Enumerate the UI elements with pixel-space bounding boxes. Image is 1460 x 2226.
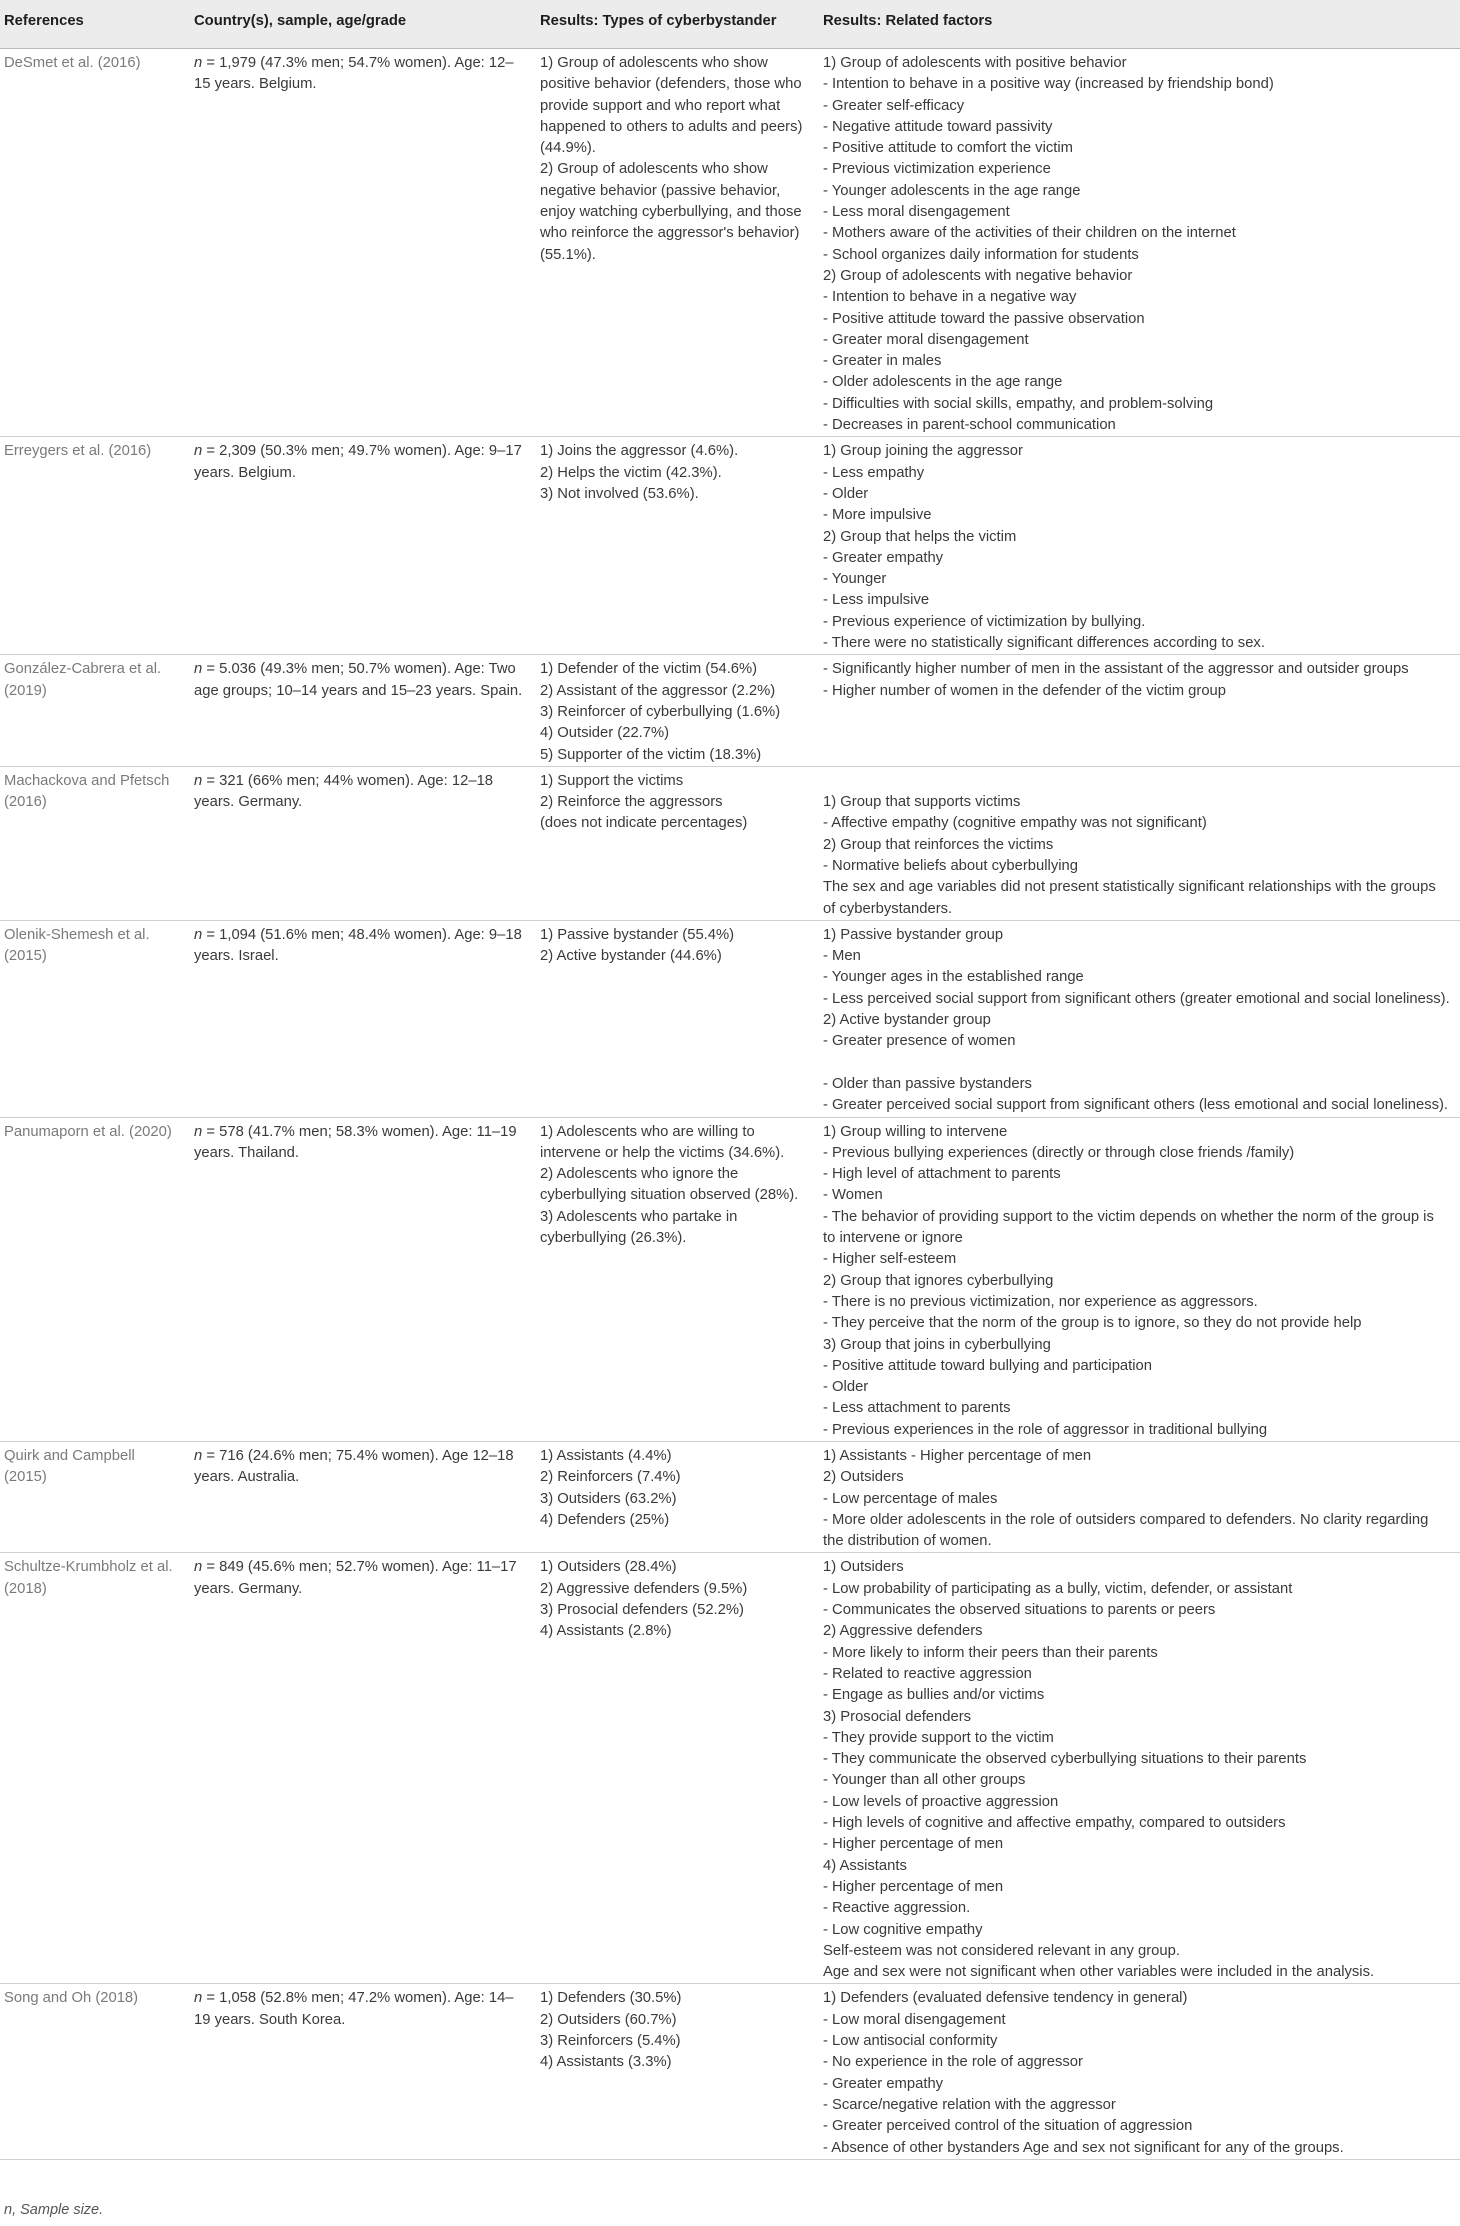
factor-line: - Greater empathy — [823, 2075, 944, 2092]
type-line: 1) Adolescents who are willing to intervene or help the victims (34.6%). — [540, 1123, 785, 1161]
factor-line: - There is no previous victimization, nor experience as aggressors. — [823, 1293, 1258, 1310]
factor-line: 1) Passive bystander group — [823, 926, 1004, 943]
factor-line: - High level of attachment to parents — [823, 1166, 1061, 1183]
factor-line: - Reactive aggression. — [823, 1900, 971, 1917]
table-row — [0, 49, 1460, 437]
factor-line: - Negative attitude toward passivity — [823, 118, 1053, 135]
cell-reference: González-Cabrera et al. (2019) — [0, 655, 190, 766]
factor-line: - Low percentage of males — [823, 1490, 998, 1507]
factor-line: - Low levels of proactive aggression — [823, 1793, 1059, 1810]
cell-reference: Olenik-Shemesh et al. (2015) — [0, 920, 190, 1117]
cell-reference: Quirk and Campbell (2015) — [0, 1442, 190, 1553]
factor-line: 4) Assistants — [823, 1857, 907, 1874]
type-line: 4) Assistants (2.8%) — [540, 1623, 672, 1640]
type-line: 3) Adolescents who partake in cyberbullying (26.3%). — [540, 1208, 738, 1247]
factor-line: - Previous experience of victimization by bullying. — [823, 613, 1146, 630]
table-row — [0, 1442, 1460, 1553]
factor-line: - Low moral disengagement — [823, 2011, 1006, 2028]
type-line: 3) Reinforcers (5.4%) — [540, 2033, 681, 2050]
table-row — [0, 920, 1460, 1117]
cell-types — [536, 655, 819, 766]
type-line: 5) Supporter of the victim (18.3%) — [540, 746, 762, 763]
factor-line: - Decreases in parent-school communication — [823, 417, 1116, 434]
factor-line: - More older adolescents in the role of outsiders compared to defenders. No clarity regarding the distribution of women. — [823, 1511, 1429, 1550]
factor-line: - Greater in males — [823, 353, 942, 370]
table-row — [0, 437, 1460, 655]
factor-line: - Greater perceived control of the situation of aggression — [823, 2118, 1193, 2135]
sample-text: = 5.036 (49.3% men; 50.7% women). Age: Two age groups; 10–14 years and 15–23 years. Spain. — [194, 661, 523, 699]
cell-types — [536, 1442, 819, 1553]
factor-line: 2) Group that reinforces the victims — [823, 836, 1054, 853]
header-factors: Results: Related factors — [819, 0, 1460, 49]
factor-line: - High levels of cognitive and affective empathy, compared to outsiders — [823, 1815, 1286, 1832]
cell-sample — [190, 49, 536, 437]
table-footnote — [4, 2202, 103, 2218]
sample-n-symbol: n — [194, 1990, 203, 2007]
cell-sample — [190, 766, 536, 920]
factor-line: 2) Group that helps the victim — [823, 528, 1017, 545]
sample-n-symbol: n — [194, 1123, 203, 1140]
factor-line: - Related to reactive aggression — [823, 1665, 1032, 1682]
factor-line: - Absence of other bystanders Age and sex not significant for any of the groups. — [823, 2139, 1344, 2156]
sample-n-symbol: n — [194, 1559, 203, 1576]
sample-text: = 578 (41.7% men; 58.3% women). Age: 11–19 years. Thailand. — [194, 1123, 517, 1161]
type-line: 1) Outsiders (28.4%) — [540, 1559, 677, 1576]
factor-line: - Men — [823, 948, 861, 965]
factor-line: 1) Group of adolescents with positive behavior — [823, 55, 1127, 71]
cell-sample — [190, 1117, 536, 1441]
factor-line: The sex and age variables did not present statistically significant relationships with the groups of cyberbystanders. — [823, 879, 1436, 917]
factor-line: - Less perceived social support from significant others (greater emotional and social loneliness). — [823, 990, 1450, 1007]
sample-n-symbol: n — [194, 1448, 203, 1464]
sample-text: = 849 (45.6% men; 52.7% women). Age: 11–17 years. Germany. — [194, 1559, 517, 1597]
cell-reference: Panumaporn et al. (2020) — [0, 1117, 190, 1441]
factor-line: - Significantly higher number of men in the assistant of the aggressor and outsider groups — [823, 661, 1409, 678]
factor-line: - No experience in the role of aggressor — [823, 2054, 1083, 2071]
type-line: 2) Helps the victim (42.3%). — [540, 464, 722, 481]
cell-sample — [190, 1442, 536, 1553]
factor-line: - More impulsive — [823, 507, 932, 524]
factor-line: 1) Defenders (evaluated defensive tendency in general) — [823, 1990, 1188, 2007]
cell-factors — [819, 920, 1460, 1117]
factor-line: - Women — [823, 1187, 883, 1204]
factor-line: - Older adolescents in the age range — [823, 374, 1063, 391]
factor-line: 2) Aggressive defenders — [823, 1623, 983, 1640]
type-line: 1) Passive bystander (55.4%) — [540, 926, 735, 943]
factor-line: - Less impulsive — [823, 592, 930, 609]
factor-line: 1) Group joining the aggressor — [823, 443, 1023, 460]
type-line: 3) Reinforcer of cyberbullying (1.6%) — [540, 703, 781, 720]
table-header-row — [0, 0, 1460, 49]
factor-line: - Greater moral disengagement — [823, 331, 1029, 348]
header-types: Results: Types of cyberbystander — [536, 0, 819, 49]
factor-line: - The behavior of providing support to the victim depends on whether the norm of the group is to intervene or ignore — [823, 1208, 1434, 1247]
factor-line: - Less attachment to parents — [823, 1400, 1011, 1417]
factor-line: 1) Group willing to intervene — [823, 1123, 1008, 1140]
factor-line: - Greater perceived social support from significant others (less emotional and social loneliness). — [823, 1097, 1449, 1114]
factor-line: 2) Outsiders — [823, 1469, 904, 1486]
factor-line: 3) Group that joins in cyberbullying — [823, 1336, 1051, 1353]
factor-line: - Low antisocial conformity — [823, 2033, 998, 2050]
factor-line: - Low cognitive empathy — [823, 1921, 983, 1938]
factor-line: - Intention to behave in a negative way — [823, 289, 1077, 306]
factor-line: - They communicate the observed cyberbullying situations to their parents — [823, 1751, 1307, 1768]
factor-line: Age and sex were not significant when other variables were included in the analysis. — [823, 1964, 1375, 1981]
type-line: 2) Adolescents who ignore the cyberbullying situation observed (28%). — [540, 1166, 799, 1204]
header-sample: Country(s), sample, age/grade — [190, 0, 536, 49]
factor-line: - Less moral disengagement — [823, 204, 1010, 221]
type-line: 2) Aggressive defenders (9.5%) — [540, 1580, 748, 1597]
table-row — [0, 1553, 1460, 1984]
cell-types — [536, 1117, 819, 1441]
type-line: (does not indicate percentages) — [540, 815, 748, 832]
table-row — [0, 1117, 1460, 1441]
sample-n-symbol: n — [194, 772, 203, 789]
type-line: 2) Outsiders (60.7%) — [540, 2011, 677, 2028]
cell-types — [536, 766, 819, 920]
factor-line: - More likely to inform their peers than their parents — [823, 1644, 1158, 1661]
type-line: 1) Assistants (4.4%) — [540, 1448, 672, 1464]
cell-factors — [819, 1117, 1460, 1441]
factor-line: - Higher number of women in the defender of the victim group — [823, 682, 1227, 699]
type-line: 3) Outsiders (63.2%) — [540, 1490, 677, 1507]
factor-line: - Positive attitude toward bullying and participation — [823, 1357, 1153, 1374]
factor-line: - Younger ages in the established range — [823, 969, 1084, 986]
factor-line: - Younger adolescents in the age range — [823, 182, 1081, 199]
table-row — [0, 766, 1460, 920]
factor-line — [823, 771, 1450, 792]
factor-line: - Mothers aware of the activities of their children on the internet — [823, 225, 1236, 242]
factor-line: - Scarce/negative relation with the aggressor — [823, 2096, 1116, 2113]
factor-line: 2) Group of adolescents with negative behavior — [823, 267, 1133, 284]
factor-line: - School organizes daily information for students — [823, 246, 1139, 263]
cell-reference: Schultze-Krumbholz et al. (2018) — [0, 1553, 190, 1984]
factor-line: 2) Active bystander group — [823, 1012, 991, 1029]
cell-factors — [819, 1984, 1460, 2159]
type-line: 4) Assistants (3.3%) — [540, 2054, 672, 2071]
cell-types — [536, 1553, 819, 1984]
cell-types — [536, 49, 819, 437]
factor-line: Self-esteem was not considered relevant in any group. — [823, 1942, 1180, 1959]
factor-line: - Affective empathy (cognitive empathy was not significant) — [823, 815, 1207, 832]
cell-sample — [190, 1984, 536, 2159]
factor-line: - Normative beliefs about cyberbullying — [823, 857, 1078, 874]
cell-sample — [190, 920, 536, 1117]
factor-line: - Previous bullying experiences (directly or through close friends /family) — [823, 1144, 1295, 1161]
cell-factors — [819, 1442, 1460, 1553]
type-line: 1) Defender of the victim (54.6%) — [540, 661, 758, 678]
factor-line: - Greater self-efficacy — [823, 97, 965, 114]
type-line: 3) Prosocial defenders (52.2%) — [540, 1602, 744, 1619]
type-line: 1) Group of adolescents who show positive behavior (defenders, those who provide support and who report what happened to others to adults and peers) (44.9%). — [540, 55, 803, 157]
cell-reference: Machackova and Pfetsch (2016) — [0, 766, 190, 920]
sample-text: = 321 (66% men; 44% women). Age: 12–18 years. Germany. — [194, 772, 494, 811]
type-line: 1) Joins the aggressor (4.6%). — [540, 443, 739, 460]
factor-line: - Positive attitude to comfort the victim — [823, 140, 1073, 157]
type-line: 3) Not involved (53.6%). — [540, 485, 699, 502]
factor-line: 1) Assistants - Higher percentage of men — [823, 1448, 1092, 1464]
factor-line: - Less empathy — [823, 464, 925, 481]
factor-line: 1) Group that supports victims — [823, 794, 1021, 811]
table-row — [0, 655, 1460, 766]
factor-line: - Older than passive bystanders — [823, 1075, 1032, 1092]
sample-text: = 1,058 (52.8% men; 47.2% women). Age: 14–19 years. South Korea. — [194, 1990, 514, 2028]
table-body — [0, 49, 1460, 2160]
type-line: 2) Reinforce the aggressors — [540, 794, 723, 811]
factor-line: - Older — [823, 485, 869, 502]
type-line: 2) Group of adolescents who show negative behavior (passive behavior, enjoy watching cyberbullying, and those who reinforce the aggressor's behavior) (55.1%). — [540, 161, 802, 263]
cell-factors — [819, 655, 1460, 766]
sample-n-symbol: n — [194, 55, 203, 71]
factor-line: - Younger — [823, 571, 887, 588]
factor-line: - Greater empathy — [823, 549, 944, 566]
factor-line: - They perceive that the norm of the group is to ignore, so they do not provide help — [823, 1315, 1362, 1332]
cell-sample — [190, 437, 536, 655]
cell-sample — [190, 655, 536, 766]
type-line: 2) Reinforcers (7.4%) — [540, 1469, 681, 1486]
cell-types — [536, 920, 819, 1117]
factor-line: 2) Group that ignores cyberbullying — [823, 1272, 1054, 1289]
sample-n-symbol: n — [194, 926, 203, 943]
factor-line: - Greater presence of women — [823, 1033, 1016, 1050]
sample-n-symbol: n — [194, 661, 203, 678]
sample-text: = 2,309 (50.3% men; 49.7% women). Age: 9–17 years. Belgium. — [194, 443, 522, 481]
cell-factors — [819, 49, 1460, 437]
sample-text: = 716 (24.6% men; 75.4% women). Age 12–18 years. Australia. — [194, 1448, 514, 1486]
type-line: 4) Outsider (22.7%) — [540, 725, 670, 742]
factor-line: 3) Prosocial defenders — [823, 1708, 972, 1725]
factor-line: - They provide support to the victim — [823, 1729, 1054, 1746]
cell-sample — [190, 1553, 536, 1984]
factor-line: - Previous victimization experience — [823, 161, 1051, 178]
sample-text: = 1,094 (51.6% men; 48.4% women). Age: 9–18 years. Israel. — [194, 926, 522, 965]
sample-text: = 1,979 (47.3% men; 54.7% women). Age: 12–15 years. Belgium. — [194, 55, 514, 93]
cell-factors — [819, 1553, 1460, 1984]
cell-factors — [819, 766, 1460, 920]
factor-line: - Engage as bullies and/or victims — [823, 1687, 1045, 1704]
factor-line: - Communicates the observed situations to parents or peers — [823, 1602, 1216, 1619]
factor-line: - There were no statistically significant differences according to sex. — [823, 635, 1265, 652]
cell-reference: Erreygers et al. (2016) — [0, 437, 190, 655]
type-line: 2) Active bystander (44.6%) — [540, 948, 722, 965]
factor-line: - Older — [823, 1379, 869, 1396]
cell-types — [536, 1984, 819, 2159]
factor-line: - Higher percentage of men — [823, 1836, 1004, 1853]
factor-line: - Previous experiences in the role of aggressor in traditional bullying — [823, 1421, 1268, 1438]
cell-reference: DeSmet et al. (2016) — [0, 49, 190, 437]
factor-line — [823, 1053, 1450, 1074]
table-row — [0, 1984, 1460, 2159]
type-line: 2) Assistant of the aggressor (2.2%) — [540, 682, 776, 699]
cell-types — [536, 437, 819, 655]
cell-factors — [819, 437, 1460, 655]
type-line: 1) Defenders (30.5%) — [540, 1990, 682, 2007]
factor-line: - Intention to behave in a positive way (increased by friendship bond) — [823, 76, 1274, 93]
factor-line: 1) Outsiders — [823, 1559, 904, 1576]
cell-reference: Song and Oh (2018) — [0, 1984, 190, 2159]
factor-line: - Younger than all other groups — [823, 1772, 1026, 1789]
footnote-n-symbol: n — [4, 2202, 13, 2218]
type-line: 4) Defenders (25%) — [540, 1511, 670, 1528]
factor-line: - Higher percentage of men — [823, 1878, 1004, 1895]
sample-n-symbol: n — [194, 443, 203, 460]
factor-line: - Low probability of participating as a bully, victim, defender, or assistant — [823, 1580, 1293, 1597]
header-references: References — [0, 0, 190, 49]
factor-line: - Higher self-esteem — [823, 1251, 957, 1268]
factor-line: - Positive attitude toward the passive observation — [823, 310, 1145, 327]
factor-line: - Difficulties with social skills, empathy, and problem-solving — [823, 395, 1214, 412]
type-line: 1) Support the victims — [540, 772, 684, 789]
footnote-text: , Sample size. — [12, 2202, 104, 2218]
